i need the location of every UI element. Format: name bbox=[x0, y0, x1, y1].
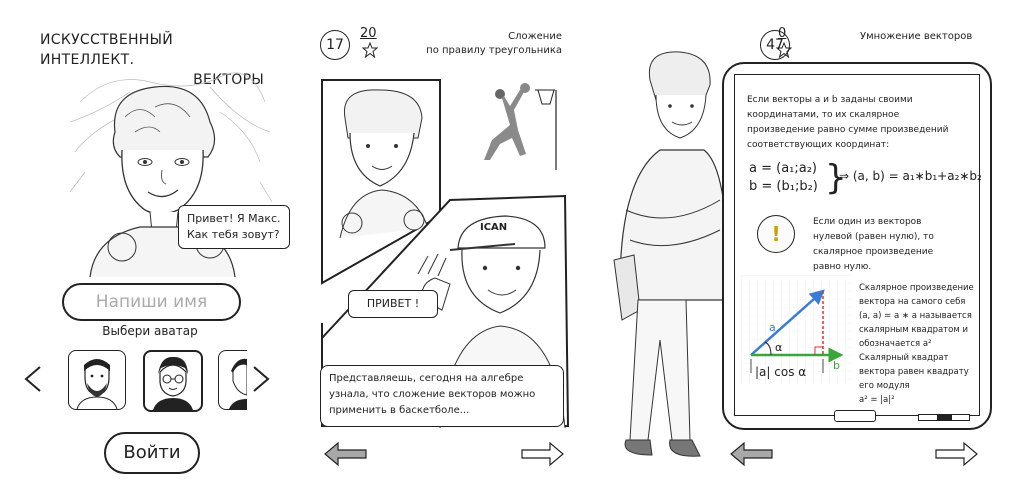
girl-speech-text: ПРИВЕТ ! bbox=[366, 297, 420, 310]
avatar-option-3-partial[interactable] bbox=[218, 350, 247, 410]
level-number: 47 bbox=[766, 37, 784, 53]
login-button[interactable] bbox=[104, 432, 200, 474]
avatar-option-1[interactable] bbox=[68, 350, 126, 410]
scalar-square-line4: a² = |a|² bbox=[859, 395, 895, 405]
angle-label: α bbox=[775, 341, 783, 354]
exclamation-badge bbox=[757, 215, 795, 253]
app-title-line1: ИСКУССТВЕННЫЙ ИНТЕЛЛЕКТ. bbox=[40, 32, 174, 68]
name-input[interactable] bbox=[62, 283, 241, 321]
tablet-home-button[interactable] bbox=[834, 410, 876, 422]
projection-label: |a| cos α bbox=[755, 365, 807, 379]
scalar-square-line2: (a, a) = a ∗ a называется скалярным квадратом и обозначается a² bbox=[859, 311, 972, 349]
scalar-square-line3: Скалярный квадрат вектора равен квадрату его модуля bbox=[859, 353, 969, 391]
scalar-square-text bbox=[859, 281, 977, 407]
coordinates-formula bbox=[745, 158, 982, 199]
lesson-topic: Умножение векторов bbox=[860, 31, 973, 42]
panel-login bbox=[0, 0, 300, 500]
greeting-line2: Как тебя зовут? bbox=[187, 228, 280, 241]
max-standing-illustration bbox=[600, 40, 730, 500]
greeting-speech-bubble bbox=[178, 205, 290, 249]
choose-avatar-label: Выбери аватар bbox=[102, 324, 198, 338]
progress-indicator bbox=[918, 414, 970, 421]
lesson-topic bbox=[402, 30, 562, 58]
score-value: 0 bbox=[778, 26, 787, 41]
login-button-label: Войти bbox=[123, 442, 181, 463]
tablet-board bbox=[722, 62, 992, 430]
star-icon bbox=[776, 42, 792, 58]
greeting-line1: Привет! Я Макс. bbox=[187, 212, 281, 225]
back-arrow-icon[interactable] bbox=[728, 440, 776, 468]
glasses-man-avatar-icon bbox=[145, 352, 201, 410]
tablet-screen bbox=[734, 74, 980, 416]
zero-vector-note: Если один из векторов нулевой (равен нулю), то скалярное произведение равно нулю. bbox=[813, 217, 934, 272]
star-icon bbox=[362, 42, 378, 58]
intro-text: Если векторы a и b заданы своими координатами, то их скалярное произведение равно сумме произведений соответствующих координат: bbox=[747, 95, 949, 150]
app-title-line2: ВЕКТОРЫ bbox=[193, 72, 264, 88]
panel-comic-addition bbox=[310, 0, 590, 500]
name-input-placeholder: Напиши имя bbox=[95, 292, 208, 312]
forward-arrow-icon[interactable] bbox=[518, 440, 566, 468]
cap-logo-text: ICAN bbox=[480, 222, 508, 233]
basketball-player-icon bbox=[480, 80, 560, 170]
lesson-topic-line1: Сложение bbox=[508, 31, 562, 42]
formula-result: ⇒ (a, b) = a₁∗b₁+a₂∗b₂ bbox=[839, 169, 982, 183]
panel-vector-multiplication bbox=[600, 0, 1024, 500]
back-arrow-icon[interactable] bbox=[322, 440, 370, 468]
level-number: 17 bbox=[326, 37, 344, 53]
scalar-square-line1: Скалярное произведение вектора на самого себя bbox=[859, 283, 974, 307]
avatar-prev-arrow-icon[interactable] bbox=[22, 364, 44, 394]
vector-b-label: b bbox=[833, 359, 840, 372]
story-caption bbox=[320, 365, 564, 427]
partial-avatar-icon bbox=[219, 351, 247, 409]
story-caption-text: Представляешь, сегодня на алгебре узнала, что сложение векторов можно применить в баскетболе... bbox=[329, 373, 536, 416]
girl-speech-bubble bbox=[348, 290, 438, 318]
vector-a-label: a bbox=[769, 321, 776, 334]
exclamation-icon: ! bbox=[771, 222, 781, 246]
formula-a: a = (a₁;a₂) bbox=[749, 161, 818, 176]
forward-arrow-icon[interactable] bbox=[932, 440, 980, 468]
bearded-man-avatar-icon bbox=[69, 351, 125, 409]
formula-brace: } bbox=[825, 158, 847, 198]
avatar-next-arrow-icon[interactable] bbox=[250, 364, 272, 394]
avatar-option-2[interactable] bbox=[143, 350, 203, 412]
formula-b: b = (b₁;b₂) bbox=[749, 179, 818, 194]
score-value: 20 bbox=[360, 26, 377, 41]
level-badge bbox=[320, 30, 350, 60]
lesson-topic-line2: по правилу треугольника bbox=[426, 45, 562, 56]
